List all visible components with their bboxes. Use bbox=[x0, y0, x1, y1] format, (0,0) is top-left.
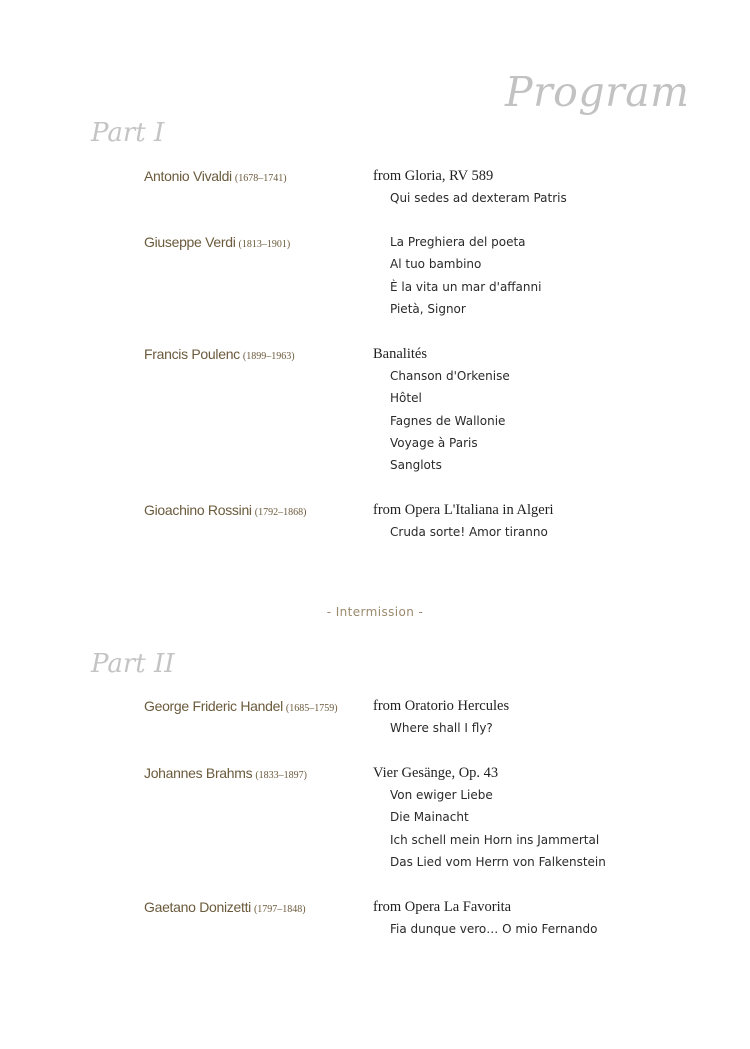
piece-title: Cruda sorte! Amor tiranno bbox=[390, 525, 548, 539]
composer-name: Johannes Brahms (1833–1897) bbox=[144, 765, 308, 781]
composer-years: (1792–1868) bbox=[254, 507, 307, 518]
work-title: from Oratorio Hercules bbox=[373, 698, 510, 714]
composer-years: (1813–1901) bbox=[238, 239, 291, 250]
piece-title: Where shall I fly? bbox=[390, 721, 493, 735]
piece-title: La Preghiera del poeta bbox=[390, 235, 526, 249]
piece-title: Fagnes de Wallonie bbox=[390, 413, 506, 428]
piece-title: Die Mainacht bbox=[390, 810, 469, 825]
composer-years: (1797–1848) bbox=[253, 904, 306, 915]
composer-name: Gioachino Rossini (1792–1868) bbox=[144, 502, 307, 518]
part-1-heading: Part I bbox=[91, 118, 165, 148]
piece-title: Hôtel bbox=[390, 391, 422, 406]
composer-name: Francis Poulenc (1899–1963) bbox=[144, 346, 295, 362]
composer-years: (1678–1741) bbox=[234, 173, 287, 184]
piece-title: Pietà, Signor bbox=[390, 301, 466, 316]
part-2-heading: Part II bbox=[91, 649, 175, 679]
piece-title: Chanson d'Orkenise bbox=[390, 369, 510, 383]
composer-years: (1899–1963) bbox=[242, 351, 295, 362]
composer-name: George Frideric Handel (1685–1759) bbox=[144, 698, 338, 714]
piece-title: È la vita un mar d'affanni bbox=[390, 279, 542, 294]
piece-title: Das Lied vom Herrn von Falkenstein bbox=[390, 854, 606, 869]
work-title: Vier Gesänge, Op. 43 bbox=[373, 765, 499, 781]
piece-title: Ich schell mein Horn ins Jammertal bbox=[390, 832, 600, 847]
composer-years: (1833–1897) bbox=[255, 770, 308, 781]
piece-title: Al tuo bambino bbox=[390, 257, 482, 272]
intermission-label: - Intermission - bbox=[326, 605, 424, 619]
composer-name: Gaetano Donizetti (1797–1848) bbox=[144, 899, 306, 915]
piece-title: Fia dunque vero… O mio Fernando bbox=[390, 922, 598, 936]
work-title: from Gloria, RV 589 bbox=[373, 168, 494, 184]
piece-title: Voyage à Paris bbox=[390, 435, 478, 450]
work-title: from Opera La Favorita bbox=[373, 899, 512, 915]
program-title: Program bbox=[505, 68, 690, 116]
piece-title: Sanglots bbox=[390, 458, 442, 473]
composer-name: Antonio Vivaldi (1678–1741) bbox=[144, 168, 287, 184]
piece-title: Von ewiger Liebe bbox=[390, 788, 493, 802]
work-title: Banalités bbox=[373, 346, 427, 362]
work-title: from Opera L'Italiana in Algeri bbox=[373, 502, 554, 518]
composer-name: Giuseppe Verdi (1813–1901) bbox=[144, 234, 291, 250]
piece-title: Qui sedes ad dexteram Patris bbox=[390, 191, 567, 205]
composer-years: (1685–1759) bbox=[285, 703, 338, 714]
